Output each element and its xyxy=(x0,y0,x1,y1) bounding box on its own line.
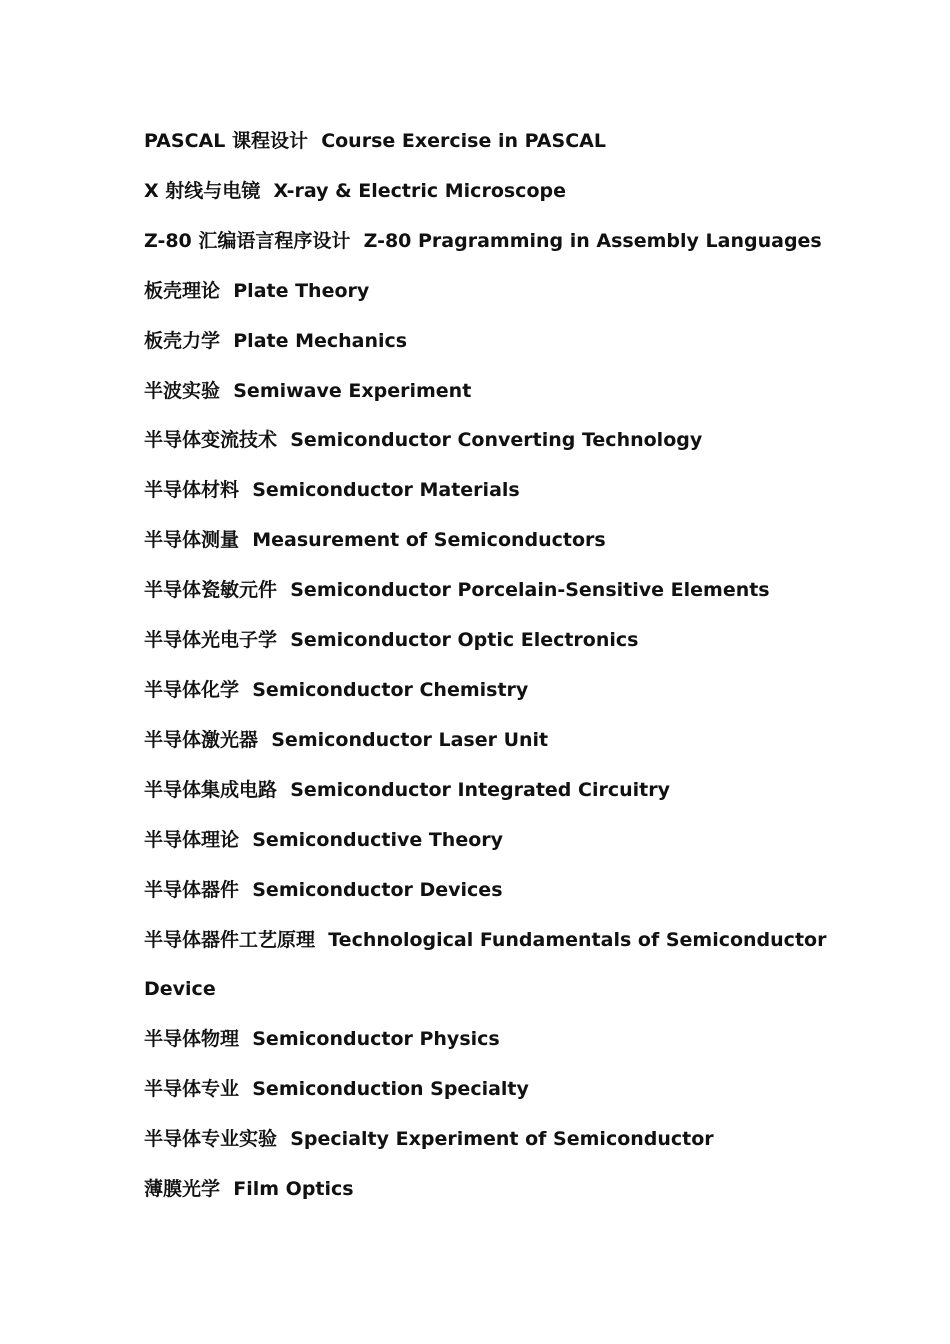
glossary-term xyxy=(144,217,844,267)
term-chinese: PASCAL 课程设计 xyxy=(144,130,308,152)
term-english: Semiconductor Chemistry xyxy=(252,678,529,701)
glossary-term xyxy=(144,1015,844,1065)
term-english: Semiconductor Converting Technology xyxy=(290,429,703,452)
glossary-term xyxy=(144,716,844,766)
term-chinese: 半导体专业 xyxy=(144,1078,240,1101)
glossary-term xyxy=(144,416,844,466)
term-english: Semiconductor Physics xyxy=(252,1028,500,1051)
term-english: X-ray & Electric Microscope xyxy=(273,179,566,202)
term-english: Semiconductor Materials xyxy=(252,479,520,502)
term-chinese: Z-80 汇编语言程序设计 xyxy=(144,229,351,252)
term-chinese: 半导体器件工艺原理 xyxy=(144,928,316,951)
term-chinese: 半导体材料 xyxy=(144,479,240,502)
glossary-term xyxy=(144,1115,844,1165)
glossary-term xyxy=(144,117,844,167)
glossary-term xyxy=(144,866,844,916)
term-english: Specialty Experiment of Semiconductor xyxy=(290,1128,714,1151)
glossary-term xyxy=(144,1065,844,1115)
term-chinese: 半导体集成电路 xyxy=(144,778,278,801)
term-english: Film Optics xyxy=(233,1178,354,1201)
glossary-term-list xyxy=(144,117,844,1215)
term-english: Semiconductor Porcelain-Sensitive Elements xyxy=(290,579,770,602)
term-chinese: 板壳力学 xyxy=(144,329,221,352)
term-chinese: 半导体测量 xyxy=(144,529,240,552)
glossary-term xyxy=(144,666,844,716)
term-chinese: 半导体瓷敏元件 xyxy=(144,579,278,602)
term-chinese: 半导体变流技术 xyxy=(144,429,278,452)
term-chinese: 半导体光电子学 xyxy=(144,629,278,652)
term-english: Semiconductor Devices xyxy=(252,878,503,901)
glossary-term xyxy=(144,367,844,417)
glossary-term xyxy=(144,167,844,217)
term-english: Semiconductive Theory xyxy=(252,828,504,851)
term-chinese: X 射线与电镜 xyxy=(144,179,261,202)
glossary-term xyxy=(144,466,844,516)
glossary-term xyxy=(144,766,844,816)
glossary-term xyxy=(144,616,844,666)
glossary-term xyxy=(144,317,844,367)
term-chinese: 薄膜光学 xyxy=(144,1178,221,1201)
term-chinese: 半导体化学 xyxy=(144,678,240,701)
term-english: Semiconductor Laser Unit xyxy=(271,728,549,751)
glossary-term xyxy=(144,267,844,317)
term-chinese: 半波实验 xyxy=(144,379,221,402)
glossary-term xyxy=(144,566,844,616)
term-english: Plate Mechanics xyxy=(233,329,408,352)
term-english: Semiwave Experiment xyxy=(233,379,472,402)
term-english: Z-80 Pragramming in Assembly Languages xyxy=(363,229,822,252)
term-english: Plate Theory xyxy=(233,279,370,302)
glossary-term xyxy=(144,816,844,866)
term-english: Semiconductor Optic Electronics xyxy=(290,629,639,652)
term-chinese: 半导体激光器 xyxy=(144,728,259,751)
term-chinese: 板壳理论 xyxy=(144,279,221,302)
term-english: Semiconductor Integrated Circuitry xyxy=(290,778,670,801)
term-english: Semiconduction Specialty xyxy=(252,1078,529,1101)
term-english: Course Exercise in PASCAL xyxy=(321,130,606,152)
term-english: Technological Fundamentals of Semiconductor Device xyxy=(144,928,827,1001)
term-chinese: 半导体物理 xyxy=(144,1028,240,1051)
glossary-term xyxy=(144,916,844,1016)
term-chinese: 半导体理论 xyxy=(144,828,240,851)
glossary-term xyxy=(144,516,844,566)
term-chinese: 半导体器件 xyxy=(144,878,240,901)
term-english: Measurement of Semiconductors xyxy=(252,529,606,552)
glossary-term xyxy=(144,1165,844,1215)
term-chinese: 半导体专业实验 xyxy=(144,1128,278,1151)
